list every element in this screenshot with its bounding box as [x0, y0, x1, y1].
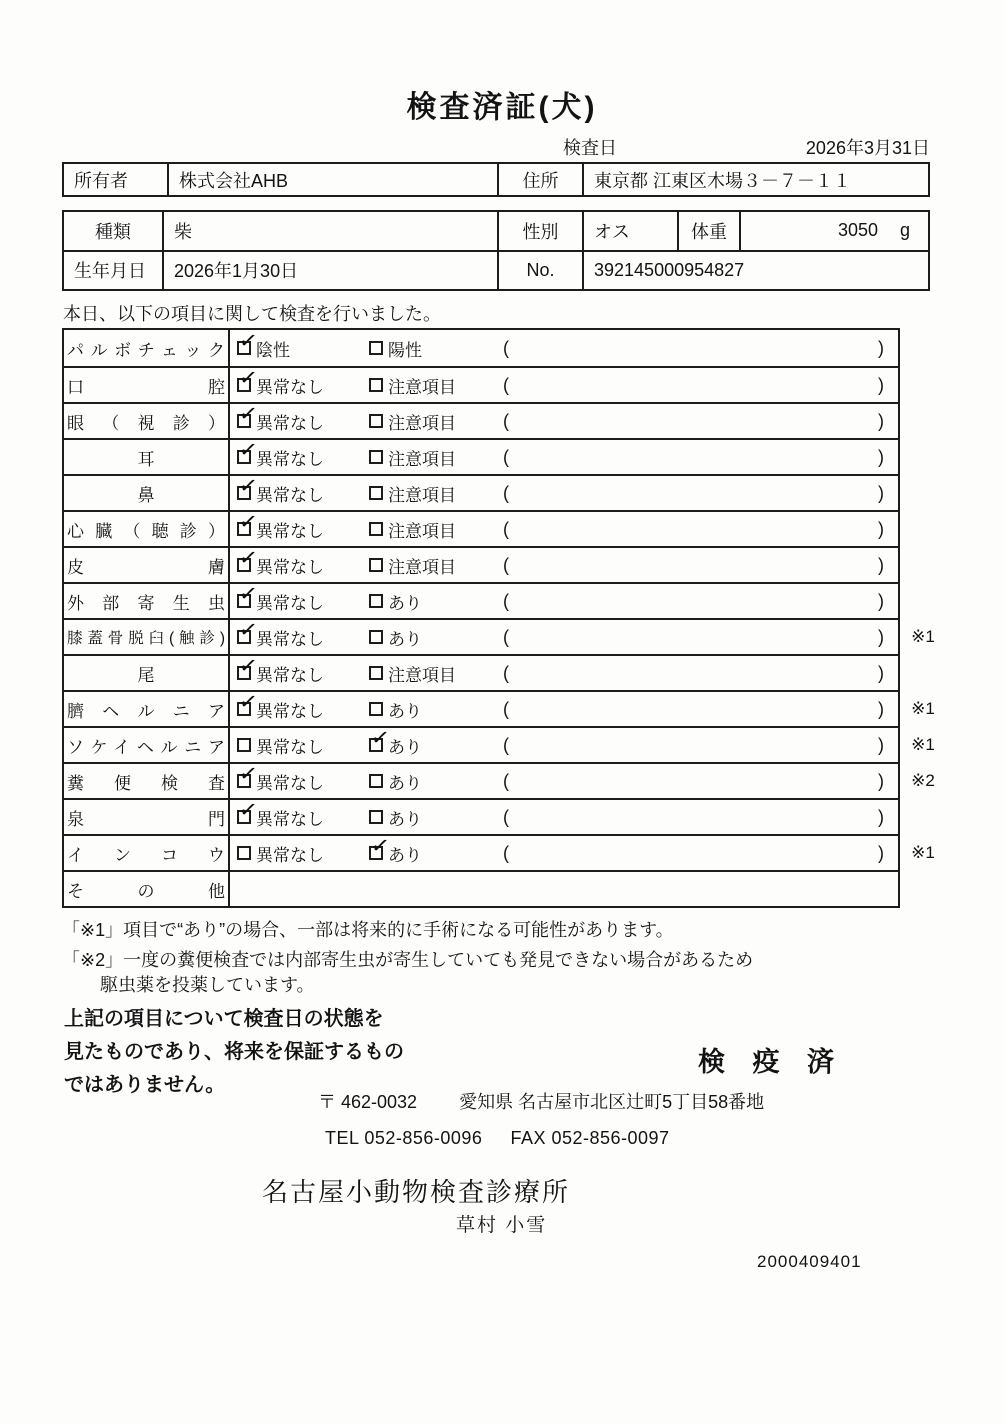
owner-label: 所有者	[74, 170, 128, 191]
checkbox-unchecked-icon	[237, 738, 251, 752]
exam-row	[64, 795, 898, 834]
checkbox-checked-icon	[237, 651, 260, 680]
exam-option-label: 異常なし	[256, 449, 324, 469]
exam-note-mark: ※1	[911, 699, 935, 718]
paren-open: (	[503, 626, 509, 647]
exam-result-field	[497, 483, 898, 504]
exam-option-label: 異常なし	[256, 521, 324, 541]
exam-option	[230, 363, 362, 398]
exam-item-name-text: 鼻	[137, 485, 155, 505]
exam-note-mark: ※1	[911, 843, 935, 862]
exam-item-name-text: 外部寄生虫	[67, 593, 225, 613]
exam-option	[362, 831, 497, 866]
owner-table	[62, 162, 930, 197]
exam-row	[64, 759, 935, 798]
exam-option-label: あり	[388, 845, 422, 865]
exam-option-label: 異常なし	[256, 701, 324, 721]
exam-option-label: 注意項目	[388, 377, 456, 397]
exam-option	[230, 543, 362, 578]
checkbox-checked-icon	[237, 363, 260, 392]
clinic-fax: FAX 052-856-0097	[510, 1128, 670, 1148]
exam-option-label: 異常なし	[256, 557, 324, 577]
exam-option	[230, 579, 362, 614]
checkbox-unchecked-icon	[369, 486, 383, 500]
exam-item-name	[64, 512, 230, 546]
paren-close: )	[878, 374, 884, 395]
exam-result-field	[497, 411, 898, 432]
exam-option	[362, 625, 497, 650]
exam-option	[362, 373, 497, 398]
owner-value: 株式会社AHB	[167, 164, 497, 195]
pet-table	[62, 210, 930, 291]
checkbox-unchecked-icon	[369, 666, 383, 680]
footnote-2: 「※2」一度の糞便検査では内部寄生虫が寄生していても発見できない場合があるため	[62, 950, 754, 970]
paren-close: )	[878, 590, 884, 611]
exam-result-field	[497, 519, 898, 540]
check-icon: ✓	[237, 651, 260, 680]
exam-option	[230, 795, 362, 830]
exam-item-name	[64, 476, 230, 510]
exam-item-name	[64, 440, 230, 474]
check-icon: ✓	[237, 326, 260, 355]
exam-item-name	[64, 800, 230, 834]
paren-open: (	[503, 806, 509, 827]
exam-option	[230, 326, 362, 361]
address-value: 東京都 江東区木場３－７－１１	[582, 164, 928, 195]
checkbox-checked-icon	[237, 399, 260, 428]
paren-open: (	[503, 518, 509, 539]
owner-row	[64, 164, 928, 195]
veterinarian-name: 草村 小雪	[456, 1215, 548, 1236]
paren-open: (	[503, 337, 509, 358]
exam-option-label: あり	[388, 629, 422, 649]
exam-option-label: あり	[388, 593, 422, 613]
exam-option-label: 異常なし	[256, 845, 324, 865]
check-icon: ✓	[369, 723, 392, 752]
check-icon: ✓	[237, 435, 260, 464]
clinic-postal-code: 〒 462-0032	[318, 1092, 418, 1112]
exam-option-label: あり	[388, 737, 422, 757]
clinic-address: 愛知県 名古屋市北区辻町5丁目58番地	[459, 1092, 765, 1112]
weight-value-cell	[739, 212, 928, 250]
exam-result-field	[497, 375, 898, 396]
paren-close: )	[878, 446, 884, 467]
clinic-tel: TEL 052-856-0096	[325, 1128, 483, 1148]
exam-result-field	[497, 843, 898, 864]
paren-open: (	[503, 590, 509, 611]
exam-result-field	[497, 338, 898, 359]
check-icon: ✓	[237, 795, 260, 824]
exam-option-label: 異常なし	[256, 665, 324, 685]
check-icon: ✓	[237, 399, 260, 428]
exam-option-label: 異常なし	[256, 629, 324, 649]
exam-row	[64, 326, 898, 366]
paren-close: )	[878, 842, 884, 863]
exam-option-label: 異常なし	[256, 377, 324, 397]
checkbox-checked-icon	[237, 326, 260, 355]
exam-item-name-text: 口腔	[67, 377, 225, 397]
exam-empty-cell	[230, 872, 898, 906]
clinic-address-line	[318, 1088, 764, 1114]
check-icon: ✓	[369, 831, 392, 860]
check-icon: ✓	[237, 507, 260, 536]
exam-option	[362, 805, 497, 830]
exam-option	[230, 759, 362, 794]
exam-row	[64, 687, 935, 726]
check-icon: ✓	[237, 759, 260, 788]
exam-option-label: 注意項目	[388, 413, 456, 433]
exam-item-name	[64, 330, 230, 366]
checkbox-checked-icon	[237, 615, 260, 644]
page-title: 検査済証(犬)	[406, 91, 598, 124]
paren-close: )	[878, 662, 884, 683]
paren-close: )	[878, 698, 884, 719]
inspection-date-value: 2026年3月31日	[805, 138, 930, 158]
paren-open: (	[503, 446, 509, 467]
exam-option-label: 異常なし	[256, 737, 324, 757]
breed-label: 種類	[95, 221, 131, 242]
exam-option-label: 異常なし	[256, 809, 324, 829]
exam-item-name-text: 泉門	[67, 809, 225, 829]
exam-option	[362, 409, 497, 434]
exam-item-name	[64, 368, 230, 402]
checkbox-checked-icon	[369, 723, 392, 752]
exam-result-field	[497, 591, 898, 612]
checkbox-unchecked-icon	[237, 846, 251, 860]
exam-option-label: 注意項目	[388, 485, 456, 505]
checkbox-unchecked-icon	[369, 630, 383, 644]
checkbox-checked-icon	[237, 543, 260, 572]
exam-option	[362, 445, 497, 470]
paren-open: (	[503, 410, 509, 431]
exam-option-label: 注意項目	[388, 521, 456, 541]
exam-option	[230, 399, 362, 434]
checkbox-unchecked-icon	[369, 702, 383, 716]
exam-option-label: 注意項目	[388, 557, 456, 577]
exam-row	[64, 579, 898, 618]
exam-row	[64, 399, 898, 438]
exam-row	[64, 651, 898, 690]
exam-item-name-text: 臍ヘルニア	[67, 701, 225, 721]
exam-option	[362, 481, 497, 506]
checkbox-checked-icon	[237, 507, 260, 536]
exam-item-name-text: その他	[67, 881, 225, 901]
exam-item-name	[64, 404, 230, 438]
exam-item-name	[64, 584, 230, 618]
disclaimer-line-1: 上記の項目について検査日の状態を	[64, 1008, 384, 1030]
exam-option	[230, 435, 362, 470]
check-icon: ✓	[237, 363, 260, 392]
exam-item-name-text: インコウ	[67, 845, 225, 865]
checkbox-unchecked-icon	[369, 450, 383, 464]
check-icon: ✓	[237, 579, 260, 608]
exam-item-name-text: 皮膚	[67, 557, 225, 577]
no-label: No.	[497, 252, 582, 290]
exam-note-mark: ※2	[911, 771, 935, 790]
exam-option	[362, 769, 497, 794]
exam-item-name-text: 尾	[137, 665, 155, 685]
checkbox-checked-icon	[237, 579, 260, 608]
paren-close: )	[878, 626, 884, 647]
exam-result-field	[497, 807, 898, 828]
disclaimer-line-2: 見たものであり、将来を保証するもの	[64, 1041, 404, 1063]
paren-open: (	[503, 554, 509, 575]
exam-option-label: 注意項目	[388, 665, 456, 685]
exam-option	[230, 733, 362, 758]
check-icon: ✓	[237, 543, 260, 572]
exam-option	[230, 687, 362, 722]
exam-option-label: 異常なし	[256, 413, 324, 433]
exam-option-label: 異常なし	[256, 593, 324, 613]
exam-result-field	[497, 699, 898, 720]
footnote-1: 「※1」項目で“あり”の場合、一部は将来的に手術になる可能性があります。	[62, 920, 674, 940]
exam-note-mark: ※1	[911, 627, 935, 646]
checkbox-unchecked-icon	[369, 594, 383, 608]
exam-row	[64, 363, 898, 402]
paren-close: )	[878, 337, 884, 358]
exam-option	[230, 615, 362, 650]
checkbox-checked-icon	[237, 471, 260, 500]
paren-open: (	[503, 662, 509, 683]
paren-close: )	[878, 734, 884, 755]
paren-close: )	[878, 806, 884, 827]
checkbox-unchecked-icon	[369, 774, 383, 788]
paren-open: (	[503, 734, 509, 755]
checkbox-checked-icon	[237, 795, 260, 824]
exam-row	[64, 543, 898, 582]
exam-note-mark: ※1	[911, 735, 935, 754]
paren-open: (	[503, 482, 509, 503]
exam-option-label: 陽性	[388, 340, 422, 360]
exam-item-name	[64, 728, 230, 762]
exam-option	[362, 517, 497, 542]
checkbox-unchecked-icon	[369, 810, 383, 824]
paren-close: )	[878, 518, 884, 539]
exam-item-name-text: 心臓（聴診）	[67, 521, 225, 541]
exam-option	[362, 697, 497, 722]
pet-row-1	[64, 212, 928, 250]
paren-close: )	[878, 770, 884, 791]
exam-row	[64, 507, 898, 546]
weight-label: 体重	[677, 212, 739, 250]
paren-close: )	[878, 554, 884, 575]
exam-option	[230, 841, 362, 866]
exam-item-name	[64, 620, 230, 654]
birthdate-value: 2026年1月30日	[162, 252, 497, 290]
exam-item-name-text: 膝蓋骨脱臼(触診)	[67, 630, 225, 647]
exam-result-field	[497, 447, 898, 468]
paren-close: )	[878, 482, 884, 503]
exam-item-name	[64, 836, 230, 870]
weight-unit: g	[899, 220, 910, 241]
exam-result-field	[497, 735, 898, 756]
exam-item-name	[64, 764, 230, 798]
exam-option-label: 陰性	[256, 340, 290, 360]
breed-value: 柴	[162, 212, 497, 250]
exam-item-name	[64, 692, 230, 726]
exam-row	[64, 471, 898, 510]
checkbox-checked-icon	[237, 759, 260, 788]
exam-item-name-text: ソケイヘルニア	[67, 737, 225, 757]
exam-option	[230, 651, 362, 686]
checkbox-unchecked-icon	[369, 558, 383, 572]
exam-option	[230, 507, 362, 542]
inspection-date-label: 検査日	[563, 138, 617, 158]
exam-row	[64, 615, 935, 654]
exam-option	[362, 336, 497, 361]
sex-label: 性別	[497, 212, 582, 250]
checkbox-unchecked-icon	[369, 341, 383, 355]
paren-open: (	[503, 374, 509, 395]
exam-option-label: あり	[388, 809, 422, 829]
exam-option	[362, 553, 497, 578]
disclaimer-line-3: ではありません。	[64, 1074, 226, 1096]
checkbox-checked-icon	[237, 435, 260, 464]
paren-open: (	[503, 842, 509, 863]
exam-item-name	[64, 656, 230, 690]
serial-number: 2000409401	[757, 1252, 862, 1271]
exam-row	[64, 870, 898, 906]
no-value: 392145000954827	[582, 252, 928, 290]
exam-row	[64, 723, 935, 762]
exam-option	[362, 589, 497, 614]
exam-item-name-text: 耳	[137, 449, 155, 469]
address-label: 住所	[497, 164, 582, 195]
paren-close: )	[878, 410, 884, 431]
birthdate-label: 生年月日	[74, 261, 146, 282]
checkbox-checked-icon	[369, 831, 392, 860]
exam-option	[362, 723, 497, 758]
check-icon: ✓	[237, 615, 260, 644]
exam-item-name-text: パルボチェック	[67, 340, 225, 360]
checkbox-checked-icon	[237, 687, 260, 716]
checkbox-unchecked-icon	[369, 522, 383, 536]
check-icon: ✓	[237, 687, 260, 716]
paren-open: (	[503, 770, 509, 791]
exam-option-label: あり	[388, 773, 422, 793]
clinic-name: 名古屋小動物検査診療所	[262, 1177, 571, 1207]
footnote-2-continued: 駆虫薬を投薬しています。	[100, 975, 315, 995]
exam-result-field	[497, 627, 898, 648]
intro-text: 本日、以下の項目に関して検査を行いました。	[63, 304, 441, 324]
exam-table	[62, 326, 935, 908]
exam-row	[64, 831, 935, 870]
exam-result-field	[497, 555, 898, 576]
exam-row	[64, 435, 898, 474]
exam-option-label: 注意項目	[388, 449, 456, 469]
exam-option-label: 異常なし	[256, 773, 324, 793]
weight-value: 3050	[837, 220, 878, 241]
clinic-telfax-line	[325, 1128, 670, 1149]
exam-option-label: 異常なし	[256, 485, 324, 505]
quarantine-stamp: 検 疫 済	[698, 1047, 845, 1077]
check-icon: ✓	[237, 471, 260, 500]
exam-item-name-text: 糞便検査	[67, 773, 225, 793]
exam-option-label: あり	[388, 701, 422, 721]
exam-option	[362, 661, 497, 686]
exam-result-field	[497, 771, 898, 792]
exam-result-field	[497, 663, 898, 684]
exam-item-name	[64, 548, 230, 582]
paren-open: (	[503, 698, 509, 719]
exam-item-name	[64, 872, 230, 906]
sex-value: オス	[582, 212, 677, 250]
exam-item-name-text: 眼（視診）	[67, 413, 225, 433]
checkbox-unchecked-icon	[369, 414, 383, 428]
checkbox-unchecked-icon	[369, 378, 383, 392]
pet-row-2	[64, 250, 928, 290]
exam-option	[230, 471, 362, 506]
